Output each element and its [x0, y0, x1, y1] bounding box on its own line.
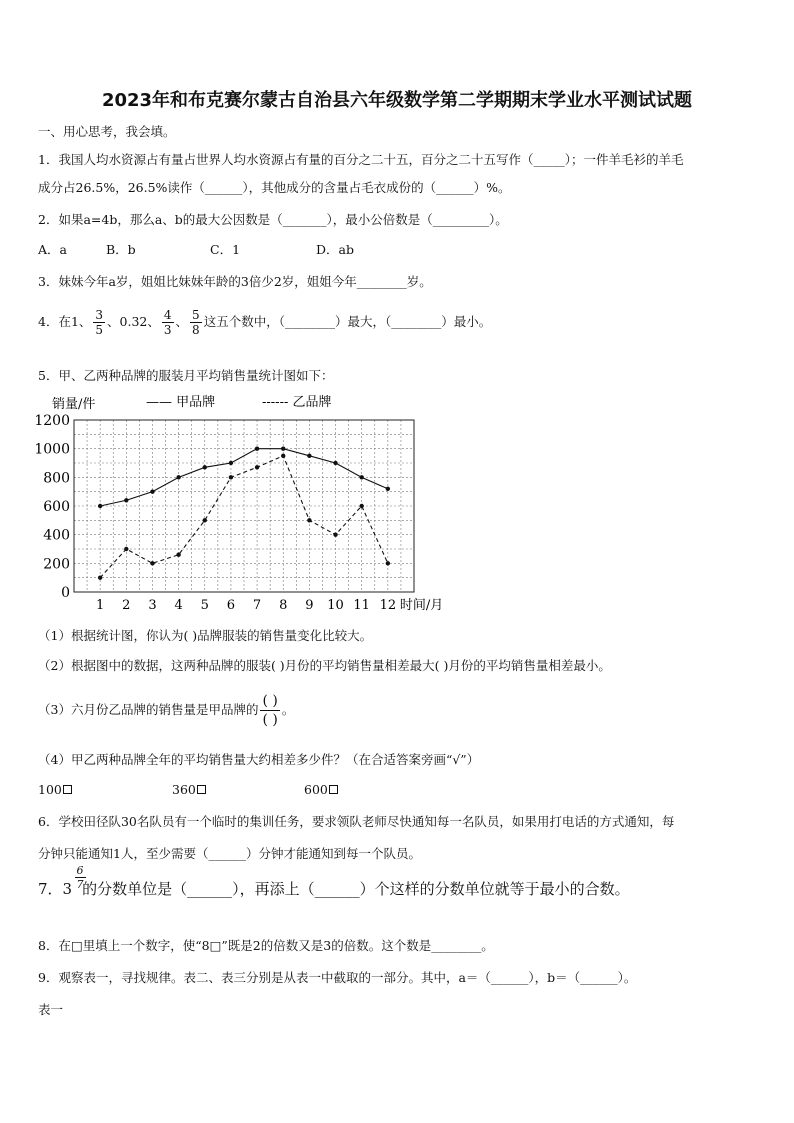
data-point [333, 532, 337, 536]
q4-suffix: 这五个数中，（________）最大，（________）最小。 [203, 314, 492, 329]
checkbox-icon[interactable] [329, 785, 338, 794]
y-tick-label: 1000 [34, 441, 70, 458]
x-tick-label: 8 [279, 598, 288, 613]
q5-sub4: （4）甲乙两种品牌全年的平均销售量大约相差多少件？（在合适答案旁画“√”） [38, 752, 480, 767]
x-tick-label: 11 [353, 598, 370, 613]
data-point [255, 465, 259, 469]
data-point [333, 461, 337, 465]
x-tick-label: 7 [252, 598, 262, 613]
y-tick-label: 800 [43, 470, 70, 487]
q4-mid: 、0.32、 [107, 314, 160, 329]
q1-line1: 1．我国人均水资源占有量占世界人均水资源占有量的百分之二十五，百分之二十五写作（_____）；一件羊毛衫的羊毛 [38, 152, 684, 167]
q2-option-d[interactable]: D．ab [316, 242, 354, 257]
data-point [150, 489, 154, 493]
x-tick-label: 2 [122, 598, 131, 613]
answer-600[interactable]: 600 [304, 782, 338, 797]
data-point [203, 518, 207, 522]
q5-text: 5．甲、乙两种品牌的服装月平均销售量统计图如下： [38, 368, 334, 383]
data-point [176, 475, 180, 479]
q4-sep: 、 [175, 314, 189, 329]
x-tick-label: 3 [148, 598, 157, 613]
q5-sub1: （1）根据统计图，你认为( )品牌服装的销售量变化比较大。 [38, 628, 373, 643]
data-point [386, 561, 390, 565]
data-point [255, 446, 259, 450]
checkbox-icon[interactable] [197, 785, 206, 794]
fraction-4-3: $\frac{4}{3}$ [163, 308, 172, 337]
q5-sub3 [38, 692, 294, 729]
q6-line2: 分钟只能通知1人，至少需要（______）分钟才能通知到每一个队员。 [38, 846, 421, 861]
data-point [307, 518, 311, 522]
y-tick-label: 0 [61, 585, 70, 601]
data-point [98, 575, 102, 579]
data-point [124, 498, 128, 502]
fraction-5-8: $\frac{5}{8}$ [192, 308, 200, 337]
q5-sub3-fraction: $\frac{( )}{( )}$ [262, 693, 278, 728]
data-point [203, 465, 207, 469]
q9-text: 9．观察表一，寻找规律。表二、表三分别是从表一中截取的一部分。其中，a＝（______），b＝（______）。 [38, 970, 637, 985]
q3-text: 3．妹妹今年a岁，姐姐比妹妹年龄的3倍少2岁，姐姐今年________岁。 [38, 274, 432, 289]
checkbox-icon[interactable] [63, 785, 72, 794]
data-point [98, 504, 102, 508]
data-point [359, 475, 363, 479]
x-tick-label: 1 [96, 598, 105, 613]
data-point [150, 561, 154, 565]
q2-option-c[interactable]: C．1 [210, 242, 241, 257]
q6-line1: 6．学校田径队30名队员有一个临时的集训任务，要求领队老师尽快通知每一名队员，如果用打电话的方式通知，每 [38, 814, 675, 829]
q7-text: 7．3 $\frac{6}{7}$ 的分数单位是（______），再添上（______）个这样的分数单位就等于最小的合数。 [38, 864, 630, 898]
q5-sub2: （2）根据图中的数据，这两种品牌的服装( )月份的平均销售量相差最大( )月份的平均销售量相差最小。 [38, 658, 611, 673]
sales-line-chart [30, 388, 470, 616]
q5-sub3-prefix: （3）六月份乙品牌的销售量是甲品牌的 [38, 702, 259, 717]
q2-text: 2．如果a=4b，那么a、b的最大公因数是（_______），最小公倍数是（_________）。 [38, 212, 508, 227]
data-point [281, 446, 285, 450]
y-tick-label: 200 [43, 556, 70, 573]
y-tick-label: 400 [43, 527, 70, 544]
data-point [386, 487, 390, 491]
x-tick-label: 5 [200, 598, 209, 613]
y-axis-label: 销量/件 [52, 397, 96, 412]
legend-series-b: ------ 乙品牌 [262, 395, 332, 410]
x-tick-label: 9 [305, 598, 314, 613]
q5-sub3-suffix: 。 [281, 702, 295, 717]
x-axis-label: 时间/月 [399, 598, 444, 613]
fraction-3-5: $\frac{3}{5}$ [95, 308, 104, 337]
x-tick-label: 10 [327, 598, 344, 613]
y-tick-label: 1200 [34, 413, 70, 429]
q5-answer-choices [38, 782, 338, 797]
section-heading: 一、用心思考，我会填。 [38, 124, 176, 139]
answer-100[interactable]: 100 [38, 782, 172, 797]
q2-options [38, 240, 354, 258]
q2-option-a[interactable]: A．a [38, 242, 67, 257]
data-point [229, 475, 233, 479]
q4-text [38, 308, 491, 337]
x-tick-label: 4 [174, 598, 183, 613]
legend-series-a: —— 甲品牌 [146, 395, 216, 410]
data-point [229, 461, 233, 465]
q8-text: 8．在□里填上一个数字，使“8□”既是2的倍数又是3的倍数。这个数是________。 [38, 938, 494, 953]
data-point [359, 504, 363, 508]
q1-line2: 成分占26.5%，26.5%读作（______），其他成分的含量占毛衣成份的（______）%。 [38, 180, 511, 195]
mixed-number: 3 $\frac{6}{7}$ [62, 864, 84, 898]
q4-prefix: 4．在1、 [38, 314, 92, 329]
data-point [307, 454, 311, 458]
data-point [124, 547, 128, 551]
x-tick-label: 12 [379, 598, 397, 613]
x-tick-label: 6 [226, 598, 236, 613]
data-point [176, 553, 180, 557]
answer-360[interactable]: 360 [172, 782, 304, 797]
data-point [281, 454, 285, 458]
y-tick-label: 600 [43, 499, 70, 515]
q2-option-b[interactable]: B．b [106, 242, 136, 257]
table-label: 表一 [38, 1002, 64, 1017]
page-title: 2023年和布克赛尔蒙古自治县六年级数学第二学期期末学业水平测试试题 [101, 90, 693, 111]
